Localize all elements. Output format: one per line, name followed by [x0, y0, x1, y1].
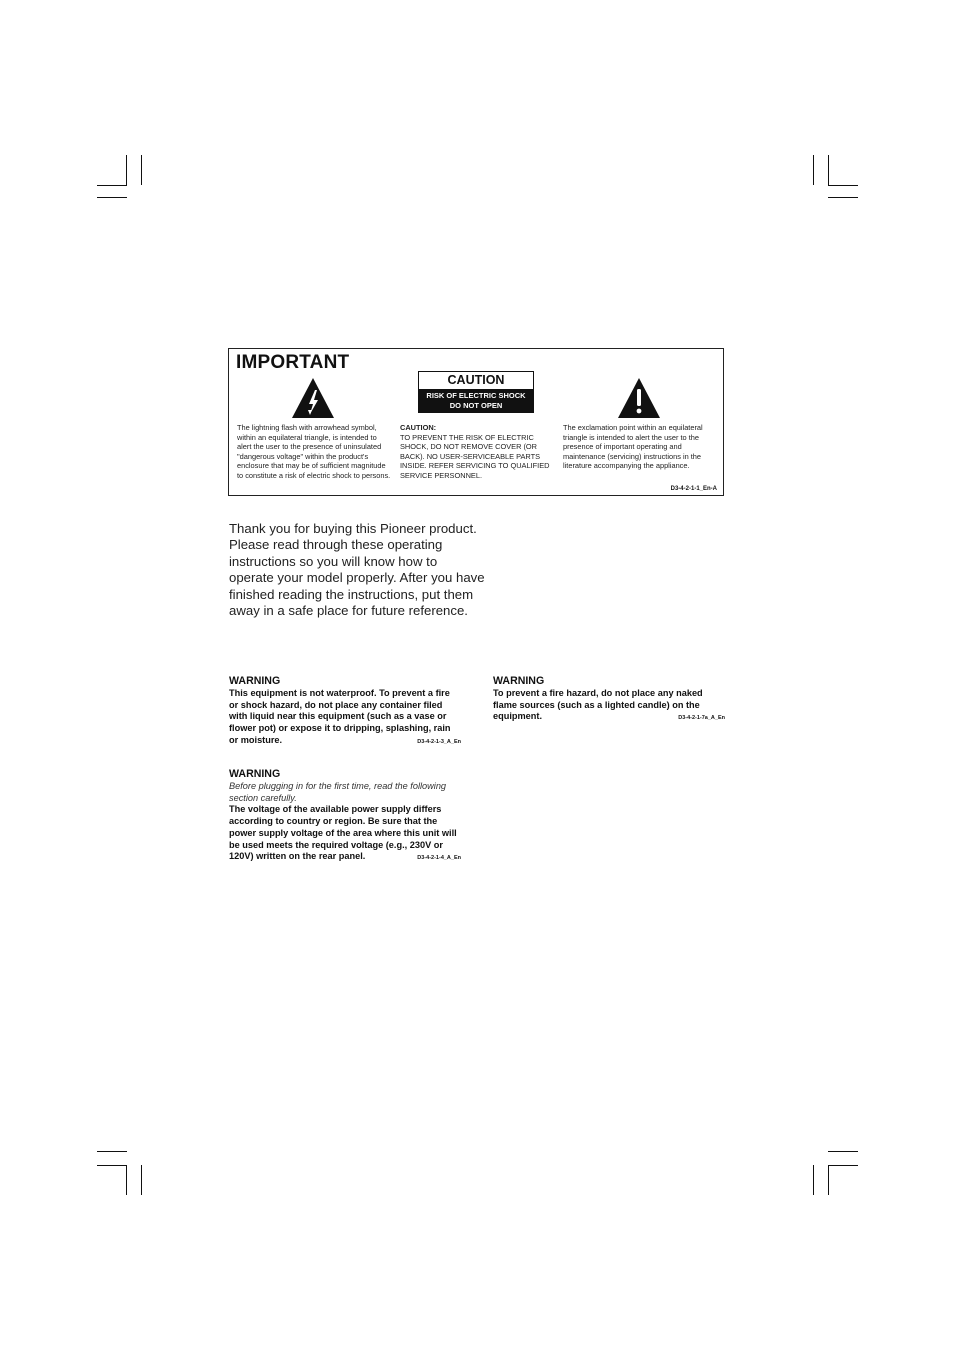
warning-power-supply	[229, 768, 461, 865]
warning-waterproof	[229, 675, 461, 749]
warning-title: WARNING	[229, 675, 281, 687]
caution-label	[418, 371, 534, 413]
important-title: IMPORTANT	[236, 352, 350, 373]
crop-mark	[813, 1165, 814, 1195]
intro-text	[229, 521, 485, 619]
crop-mark	[97, 1165, 127, 1166]
crop-mark	[828, 1165, 829, 1195]
crop-mark	[97, 185, 127, 186]
warning-title: WARNING	[493, 675, 545, 687]
caution-label-line1: RISK OF ELECTRIC SHOCK	[426, 391, 526, 400]
crop-mark	[828, 185, 858, 186]
crop-mark	[828, 197, 858, 198]
crop-mark	[126, 155, 127, 185]
lightning-warning-triangle-icon	[291, 377, 335, 419]
caution-text: TO PREVENT THE RISK OF ELECTRIC SHOCK, DO NOT REMOVE COVER (OR BACK). NO USER-SERVICEABLE PARTS INSIDE. REFER SERVICING TO QUALIFIED SERVICE PERSONNEL.	[400, 432, 550, 480]
crop-mark	[126, 1165, 127, 1195]
important-reference-code: D3-4-2-1-1_En-A	[670, 486, 717, 492]
crop-mark	[828, 1151, 858, 1152]
warning-reference-code: D3-4-2-1-3_A_En	[417, 738, 461, 745]
caution-heading: CAUTION:	[400, 423, 437, 432]
crop-mark	[828, 155, 829, 185]
warning-body: To prevent a fire hazard, do not place any naked flame sources (such as a lighted candle) on the equipment.	[493, 688, 703, 722]
crop-mark	[97, 1151, 127, 1152]
warning-intro: Before plugging in for the first time, read the following section carefully.	[229, 781, 447, 803]
important-notice-box	[228, 348, 724, 496]
exclamation-explanation: The exclamation point within an equilateral triangle is intended to alert the user to the presence of important operating and maintenance (servicing) instructions in the literature accompanying the appliance.	[563, 423, 703, 471]
warning-title: WARNING	[229, 768, 281, 780]
caution-label-line2: DO NOT OPEN	[449, 401, 503, 410]
crop-mark	[141, 1165, 142, 1195]
warning-body: This equipment is not waterproof. To prevent a fire or shock hazard, do not place any container filed with liquid near this equipment (such as a vase or flower pot) or expose it to dripping, splashing, rain or moisture.	[229, 688, 451, 745]
lightning-explanation: The lightning flash with arrowhead symbol, within an equilateral triangle, is intended to alert the user to the presence of uninsulated "dangerous voltage" within the product's enclosure that may be of sufficient magnitude to constitute a risk of electric shock to persons.	[237, 423, 391, 480]
caution-label-title: CAUTION	[419, 372, 533, 389]
caution-label-subtext	[419, 389, 533, 412]
warning-reference-code: D3-4-2-1-4_A_En	[417, 855, 461, 862]
crop-mark	[141, 155, 142, 185]
exclamation-warning-triangle-icon	[617, 377, 661, 419]
intro-line-1: Thank you for buying this Pioneer product.	[229, 521, 477, 536]
warning-body: The voltage of the available power supply differs according to country or region. Be sure that the power supply voltage of the area where this unit will be used meets the required voltage (e.g., 230V or 120V) written on the rear panel.	[229, 804, 457, 862]
crop-mark	[813, 155, 814, 185]
crop-mark	[97, 197, 127, 198]
warning-reference-code: D3-4-2-1-7a_A_En	[678, 715, 725, 722]
caution-explanation	[400, 423, 556, 481]
warning-naked-flame	[493, 675, 725, 725]
intro-line-2: Please read through these operating instructions so you will know how to operate your model properly. After you have finished reading the instructions, put them away in a safe place for future reference.	[229, 537, 485, 619]
crop-mark	[828, 1165, 858, 1166]
